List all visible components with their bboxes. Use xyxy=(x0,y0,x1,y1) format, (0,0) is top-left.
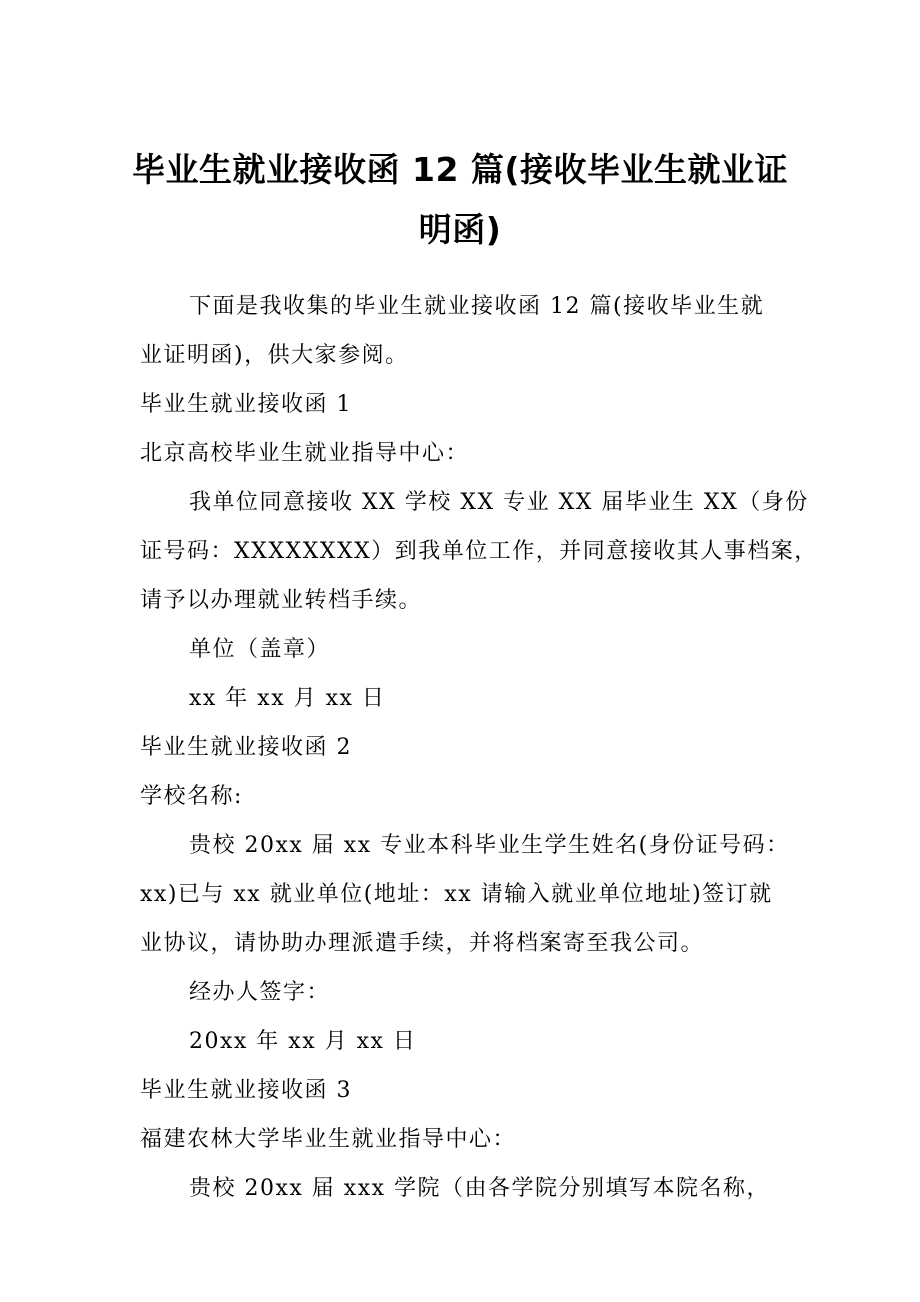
section-heading-3: 毕业生就业接收函 3 xyxy=(140,1078,352,1103)
document-title xyxy=(130,140,790,260)
letter-1-seal: 单位（盖章） xyxy=(189,637,331,662)
addressee-3: 福建农林大学毕业生就业指导中心： xyxy=(140,1127,517,1152)
letter-2-line-3: 业协议，请协助办理派遣手续，并将档案寄至我公司。 xyxy=(140,931,705,956)
title-line-1: 毕业生就业接收函 12 篇(接收毕业生就业证 xyxy=(132,150,788,189)
document-body xyxy=(140,282,818,1213)
letter-1-date: xx 年 xx 月 xx 日 xyxy=(189,686,386,711)
letter-2-date: 20xx 年 xx 月 xx 日 xyxy=(189,1029,417,1054)
title-line-2: 明函) xyxy=(418,210,502,249)
intro-line-2: 业证明函)，供大家参阅。 xyxy=(140,343,409,368)
addressee-1: 北京高校毕业生就业指导中心： xyxy=(140,441,470,466)
section-heading-1: 毕业生就业接收函 1 xyxy=(140,392,352,417)
letter-2-line-2: xx)已与 xx 就业单位(地址：xx 请输入就业单位地址)签订就 xyxy=(140,882,773,907)
letter-3-line-1: 贵校 20xx 届 xxx 学院（由各学院分别填写本院名称， xyxy=(189,1176,771,1201)
intro-line-1: 下面是我收集的毕业生就业接收函 12 篇(接收毕业生就 xyxy=(189,294,765,319)
letter-1-line-1: 我单位同意接收 XX 学校 XX 专业 XX 届毕业生 XX（身份 xyxy=(189,490,809,515)
letter-2-signature: 经办人签字： xyxy=(189,980,331,1005)
section-heading-2: 毕业生就业接收函 2 xyxy=(140,735,352,760)
letter-1-line-2: 证号码：XXXXXXXX）到我单位工作，并同意接收其人事档案， xyxy=(140,539,818,564)
addressee-2: 学校名称: xyxy=(140,784,243,809)
letter-1-line-3: 请予以办理就业转档手续。 xyxy=(140,588,423,613)
letter-2-line-1: 贵校 20xx 届 xx 专业本科毕业生学生姓名(身份证号码： xyxy=(189,833,790,858)
